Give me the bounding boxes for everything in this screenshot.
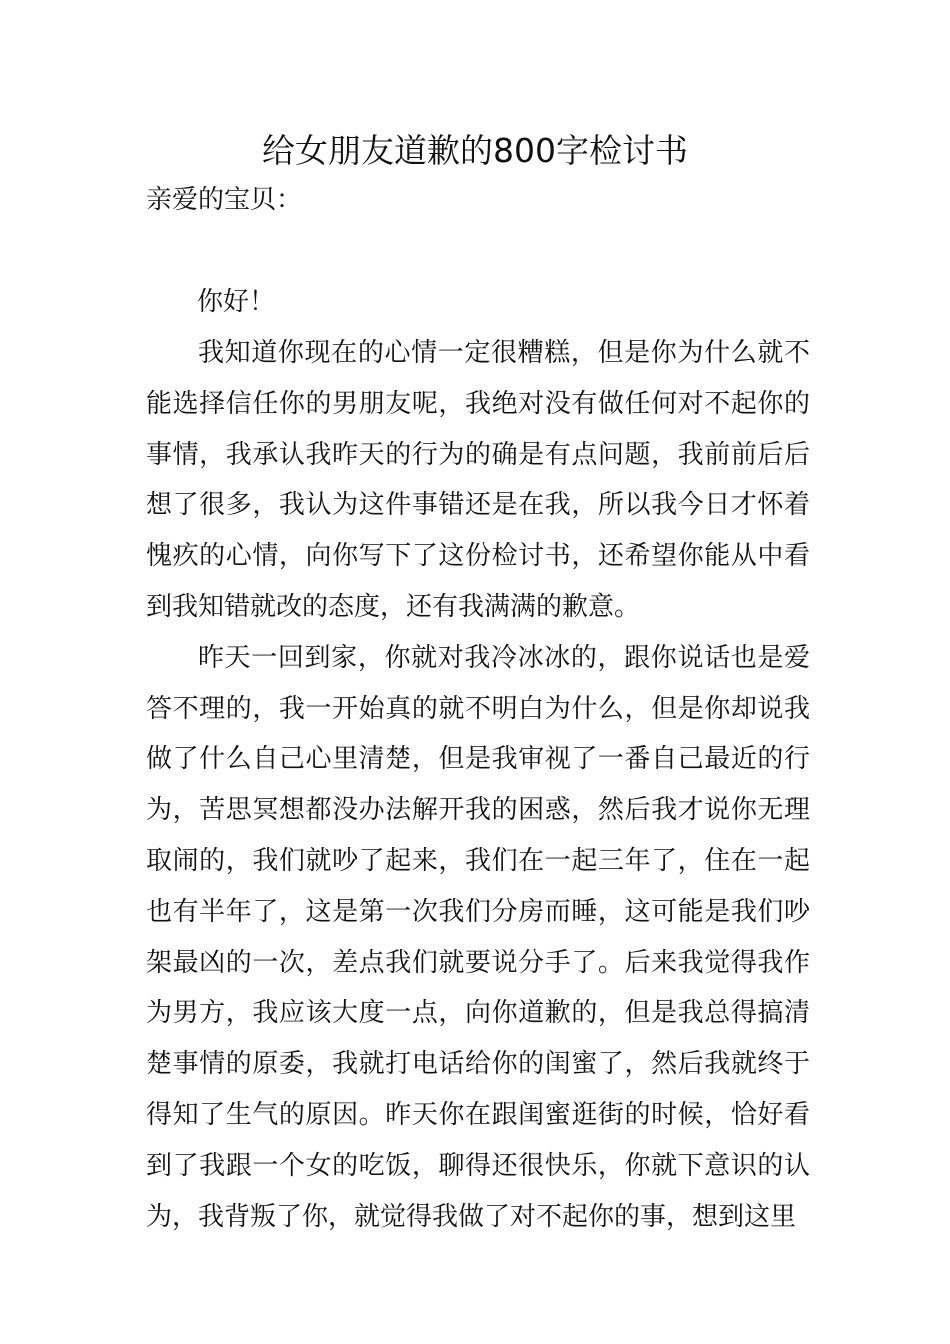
document-title: 给女朋友道歉的800字检讨书 xyxy=(262,131,688,170)
document-body xyxy=(146,328,810,1242)
salutation: 亲爱的宝贝： xyxy=(146,185,303,215)
paragraph-1: 我知道你现在的心情一定很糟糕，但是你为什么就不能选择信任你的男朋友呢，我绝对没有做任何对不起你的事情，我承认我昨天的行为的确是有点问题，我前前后后想了很多，我认为这件事错还是在我，所以我今日才怀着愧疚的心情，向你写下了这份检讨书，还希望你能从中看到我知错就改的态度，还有我满满的歉意。 xyxy=(146,338,810,622)
greeting: 你好！ xyxy=(197,287,276,317)
paragraph-2: 昨天一回到家，你就对我冷冰冰的，跟你说话也是爱答不理的，我一开始真的就不明白为什么，但是你却说我做了什么自己心里清楚，但是我审视了一番自己最近的行为，苦思冥想都没办法解开我的困惑，然后我才说你无理取闹的，我们就吵了起来，我们在一起三年了，住在一起也有半年了，这是第一次我们分房而睡，这可能是我们吵架最凶的一次，差点我们就要说分手了。后来我觉得我作为男方，我应该大度一点，向你道歉的，但是我总得搞清楚事情的原委，我就打电话给你的闺蜜了，然后我就终于得知了生气的原因。昨天你在跟闺蜜逛街的时候，恰好看到了我跟一个女的吃饭，聊得还很快乐，你就下意识的认为，我背叛了你，就觉得我做了对不起你的事，想到这里 xyxy=(146,642,810,1232)
